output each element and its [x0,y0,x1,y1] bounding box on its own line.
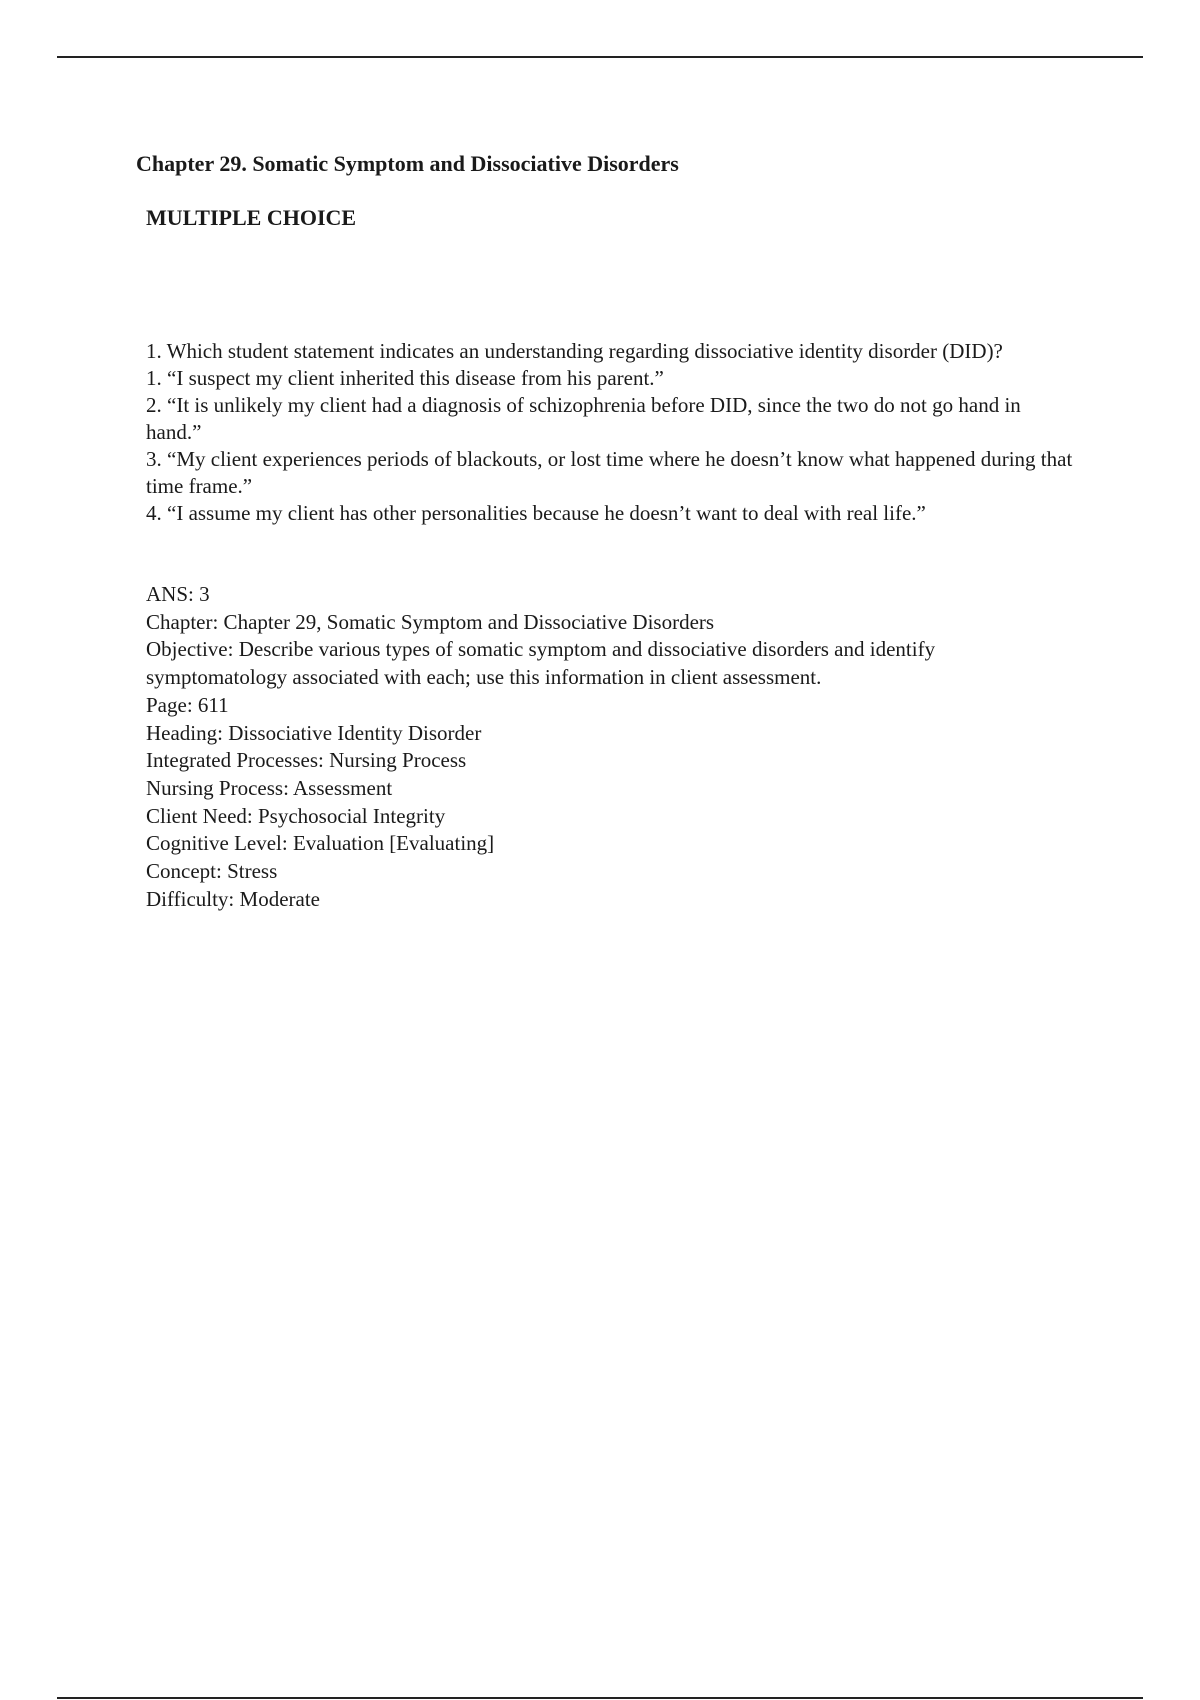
nursing-process: Nursing Process: Assessment [146,775,393,800]
question-block [146,338,1076,527]
answer-key: ANS: 3 [146,582,210,606]
answer-option-4: 4. “I assume my client has other personalities because he doesn’t want to deal with real life.” [146,501,926,525]
heading-reference: Heading: Dissociative Identity Disorder [146,720,482,745]
client-need: Client Need: Psychosocial Integrity [146,803,446,828]
answer-details [146,581,1076,913]
objective: Objective: Describe various types of somatic symptom and dissociative disorders and identify symptomatology associated with each; use this information in client assessment. [146,637,936,690]
answer-option-2: 2. “It is unlikely my client had a diagnosis of schizophrenia before DID, since the two do not go hand in hand.” [146,393,1021,444]
concept: Concept: Stress [146,859,278,884]
chapter-title: Chapter 29. Somatic Symptom and Dissociative Disorders [136,151,679,176]
top-rule [57,56,1143,58]
answer-option-3: 3. “My client experiences periods of blackouts, or lost time where he doesn’t know what happened during that time frame.” [146,447,1073,498]
page-reference: Page: 611 [146,692,229,717]
chapter-reference: Chapter: Chapter 29, Somatic Symptom and Dissociative Disorders [146,609,715,634]
cognitive-level: Cognitive Level: Evaluation [Evaluating] [146,831,495,856]
integrated-processes: Integrated Processes: Nursing Process [146,748,467,773]
question-stem: 1. Which student statement indicates an understanding regarding dissociative identity disorder (DID)? [146,339,1003,363]
section-heading: MULTIPLE CHOICE [146,205,357,230]
answer-option-1: 1. “I suspect my client inherited this disease from his parent.” [146,366,664,390]
bottom-rule [57,1697,1143,1699]
difficulty: Difficulty: Moderate [146,886,320,911]
